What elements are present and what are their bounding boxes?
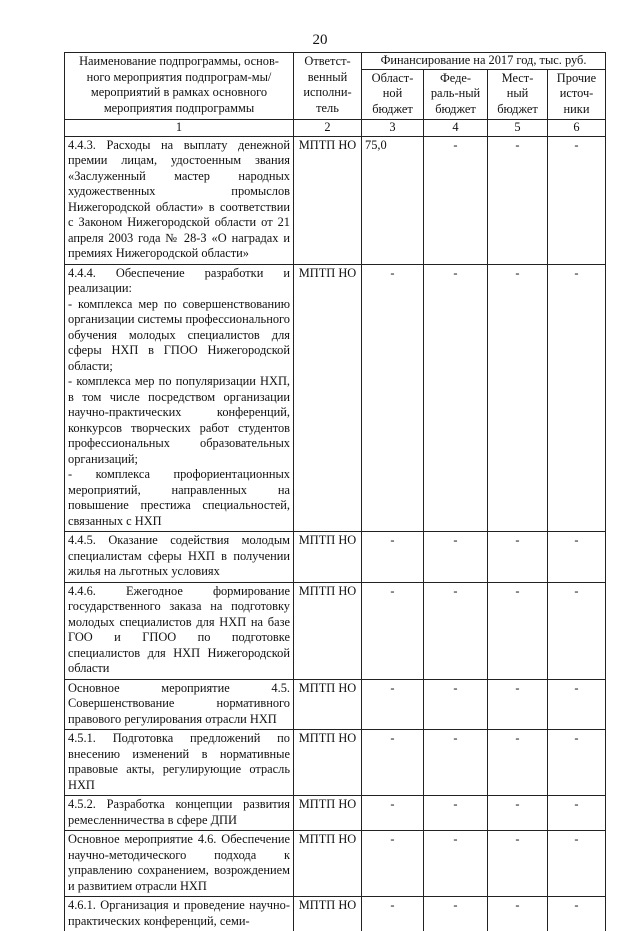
table-row [65, 897, 606, 931]
table-row [65, 679, 606, 730]
row-regional: - [362, 264, 424, 532]
row-local: - [488, 897, 548, 931]
row-local: - [488, 796, 548, 831]
header-responsible: Ответст-венный исполни-тель [294, 53, 362, 120]
column-number: 1 [65, 120, 294, 137]
table-row [65, 264, 606, 532]
row-name: 4.6.1. Организация и проведение научно-практических конференций, семи- [65, 897, 294, 931]
row-local: - [488, 831, 548, 897]
header-row-1 [65, 53, 606, 70]
row-responsible: МПТП НО [294, 582, 362, 679]
table-row [65, 730, 606, 796]
row-responsible: МПТП НО [294, 679, 362, 730]
row-name: 4.4.3. Расходы на выплату денежной премии лицам, удостоенным звания «Заслуженный мастер народных художественных промыслов Нижегородской области» в соответствии с Законом Нижегородской области от 21 апреля 2003 года № 28-З «О наградах и премиях Нижегородской области» [65, 136, 294, 264]
column-numbers-row [65, 120, 606, 137]
row-name: 4.4.5. Оказание содействия молодым специалистам сферы НХП в получении жилья на льготных условиях [65, 532, 294, 583]
row-responsible: МПТП НО [294, 532, 362, 583]
row-federal: - [424, 831, 488, 897]
row-name: Основное мероприятие 4.6. Обеспечение научно-методического подхода к управлению сохранением, возрождением и развитием отрасли НХП [65, 831, 294, 897]
row-name: 4.5.2. Разработка концепции развития ремесленничества в сфере ДПИ [65, 796, 294, 831]
row-regional: - [362, 532, 424, 583]
row-regional: - [362, 831, 424, 897]
table-row [65, 136, 606, 264]
row-local: - [488, 679, 548, 730]
row-other: - [548, 897, 606, 931]
column-number: 5 [488, 120, 548, 137]
row-federal: - [424, 136, 488, 264]
table-row [65, 582, 606, 679]
list-item: - комплекса мер по совершенствованию организации системы профессионального обучения молодых специалистов для сферы НХП в ГПОО Нижегородской области; [68, 297, 290, 375]
table-row [65, 532, 606, 583]
row-regional: - [362, 679, 424, 730]
header-other: Прочие источ-ники [548, 69, 606, 120]
row-responsible: МПТП НО [294, 264, 362, 532]
page-number: 20 [0, 32, 640, 48]
row-federal: - [424, 796, 488, 831]
row-local: - [488, 730, 548, 796]
row-other: - [548, 136, 606, 264]
row-other: - [548, 679, 606, 730]
row-regional: - [362, 796, 424, 831]
row-local: - [488, 136, 548, 264]
row-federal: - [424, 730, 488, 796]
list-item: - комплекса мер по популяризации НХП, в том числе посредством организации научно-практических конференций, конкурсов творческих работ студентов профессиональных образовательных организаций; [68, 374, 290, 467]
row-regional: - [362, 730, 424, 796]
header-name: Наименование подпрограммы, основ-ного мероприятия подпрограм-мы/мероприятий в рамках основного мероприятия подпрограммы [65, 53, 294, 120]
row-name-cell [65, 264, 294, 532]
row-name: 4.4.6. Ежегодное формирование государственного заказа на подготовку молодых специалистов для НХП на базе ГОО и ГПОО по подготовке специалистов для НХП Нижегородской области [65, 582, 294, 679]
row-federal: - [424, 582, 488, 679]
header-regional: Област-ной бюджет [362, 69, 424, 120]
list-item: - комплекса профориентационных мероприятий, направленных на повышение престижа специальностей, связанных с НХП [68, 467, 290, 529]
row-other: - [548, 582, 606, 679]
row-federal: - [424, 679, 488, 730]
row-local: - [488, 532, 548, 583]
row-other: - [548, 796, 606, 831]
row-other: - [548, 532, 606, 583]
table-row [65, 831, 606, 897]
row-name: 4.4.4. Обеспечение разработки и реализации: [68, 266, 290, 297]
table-row [65, 796, 606, 831]
column-number: 2 [294, 120, 362, 137]
row-responsible: МПТП НО [294, 831, 362, 897]
column-number: 6 [548, 120, 606, 137]
row-regional: - [362, 582, 424, 679]
row-responsible: МПТП НО [294, 897, 362, 931]
row-federal: - [424, 532, 488, 583]
row-responsible: МПТП НО [294, 796, 362, 831]
row-responsible: МПТП НО [294, 136, 362, 264]
row-regional: - [362, 897, 424, 931]
row-other: - [548, 264, 606, 532]
row-local: - [488, 264, 548, 532]
row-local: - [488, 582, 548, 679]
row-name: Основное мероприятие 4.5. Совершенствование нормативного правового регулирования отрасли НХП [65, 679, 294, 730]
row-federal: - [424, 264, 488, 532]
row-responsible: МПТП НО [294, 730, 362, 796]
row-federal: - [424, 897, 488, 931]
column-number: 4 [424, 120, 488, 137]
financing-table [64, 52, 606, 931]
header-local: Мест-ный бюджет [488, 69, 548, 120]
header-financing: Финансирование на 2017 год, тыс. руб. [362, 53, 606, 70]
row-other: - [548, 730, 606, 796]
row-name: 4.5.1. Подготовка предложений по внесению изменений в нормативные правовые акты, регулирующие отрасль НХП [65, 730, 294, 796]
column-number: 3 [362, 120, 424, 137]
row-other: - [548, 831, 606, 897]
header-federal: Феде-раль-ный бюджет [424, 69, 488, 120]
row-regional: 75,0 [362, 136, 424, 264]
